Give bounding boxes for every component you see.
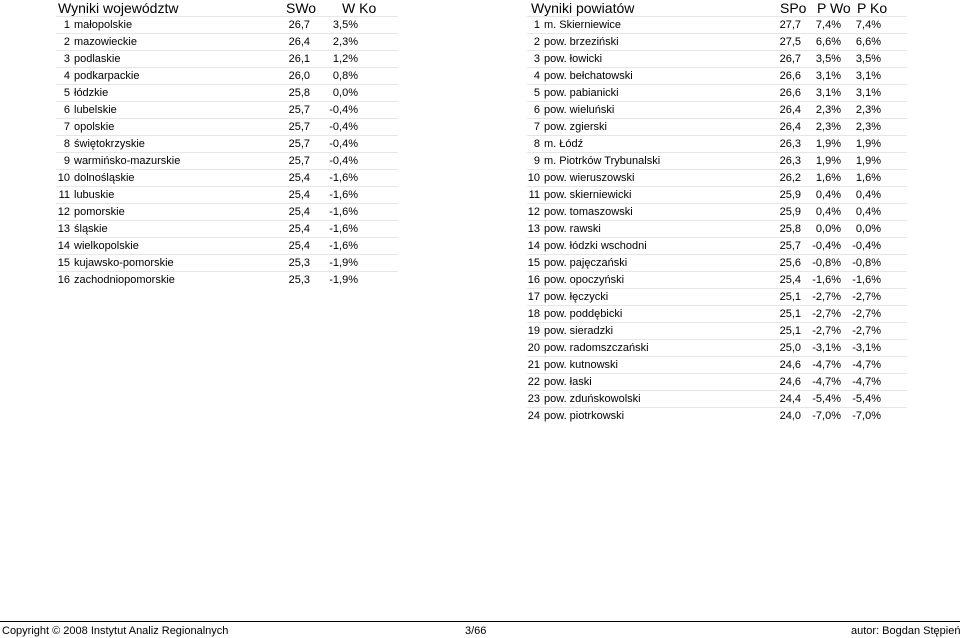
row-pwo-value: -3,1% — [812, 342, 841, 354]
row-pko-value: 0,4% — [855, 206, 881, 218]
row-rank: 10 — [57, 172, 70, 184]
row-name: pow. sieradzki — [544, 325, 614, 337]
row-rank: 8 — [533, 138, 540, 150]
county-table-header — [527, 0, 907, 16]
row-wko-value: 0,0% — [332, 87, 358, 99]
row-pko-value: -7,0% — [852, 410, 881, 422]
table-row — [56, 101, 398, 118]
row-spo-value: 26,4 — [779, 104, 801, 116]
row-spo-value: 25,1 — [779, 325, 801, 337]
row-rank: 4 — [63, 70, 70, 82]
row-pwo-value: 6,6% — [815, 36, 841, 48]
row-spo-value: 24,6 — [779, 359, 801, 371]
row-pwo-value: 3,1% — [815, 87, 841, 99]
row-name: lubelskie — [74, 104, 117, 116]
row-name: łódzkie — [74, 87, 109, 99]
table-row — [527, 373, 907, 390]
row-rank: 23 — [527, 393, 540, 405]
row-rank: 4 — [533, 70, 540, 82]
row-rank: 1 — [63, 19, 70, 31]
row-rank: 15 — [527, 257, 540, 269]
table-row — [56, 118, 398, 135]
table-row — [56, 33, 398, 50]
row-rank: 22 — [527, 376, 540, 388]
row-name: pow. łódzki wschodni — [544, 240, 647, 252]
row-name: pow. zduńskowolski — [544, 393, 641, 405]
row-wko-value: -1,6% — [329, 189, 358, 201]
row-pwo-value: -5,4% — [812, 393, 841, 405]
column-header-swo: SWo — [286, 0, 317, 16]
row-rank: 3 — [533, 53, 540, 65]
row-pko-value: -3,1% — [852, 342, 881, 354]
row-rank: 8 — [63, 138, 70, 150]
row-pwo-value: -0,8% — [812, 257, 841, 269]
row-spo-value: 26,4 — [779, 121, 801, 133]
table-row — [56, 254, 398, 271]
row-name: pow. bełchatowski — [544, 70, 633, 82]
voivodeship-results-table — [56, 0, 398, 288]
table-row — [527, 84, 907, 101]
row-spo-value: 25,1 — [779, 308, 801, 320]
row-wko-value: -1,6% — [329, 223, 358, 235]
row-spo-value: 24,4 — [779, 393, 801, 405]
table-row — [527, 220, 907, 237]
row-swo-value: 25,7 — [288, 104, 310, 116]
row-pwo-value: -2,7% — [812, 291, 841, 303]
row-spo-value: 24,0 — [779, 410, 801, 422]
row-rank: 16 — [57, 274, 70, 286]
county-results-table — [527, 0, 907, 424]
row-rank: 1 — [533, 19, 540, 31]
row-name: mazowieckie — [74, 36, 137, 48]
row-swo-value: 26,0 — [288, 70, 310, 82]
row-rank: 14 — [57, 240, 70, 252]
row-spo-value: 27,7 — [779, 19, 801, 31]
row-name: lubuskie — [74, 189, 115, 201]
row-wko-value: 0,8% — [332, 70, 358, 82]
row-name: pow. łęczycki — [544, 291, 609, 303]
table-row — [527, 67, 907, 84]
row-pko-value: -2,7% — [852, 291, 881, 303]
footer-copyright: Copyright © 2008 Instytut Analiz Regionalnych — [2, 625, 229, 637]
row-name: pow. rawski — [544, 223, 601, 235]
row-pko-value: -2,7% — [852, 308, 881, 320]
row-rank: 5 — [533, 87, 540, 99]
row-name: pow. zgierski — [544, 121, 607, 133]
row-pwo-value: 3,5% — [815, 53, 841, 65]
row-rank: 19 — [527, 325, 540, 337]
row-wko-value: -1,6% — [329, 206, 358, 218]
voivodeship-rows — [56, 16, 398, 288]
row-pwo-value: 7,4% — [815, 19, 841, 31]
row-pko-value: 0,0% — [855, 223, 881, 235]
row-wko-value: -1,9% — [329, 257, 358, 269]
row-rank: 2 — [533, 36, 540, 48]
column-header-spo: SPo — [780, 0, 807, 16]
row-pwo-value: -4,7% — [812, 359, 841, 371]
row-rank: 13 — [527, 223, 540, 235]
row-pwo-value: 1,9% — [815, 138, 841, 150]
row-swo-value: 25,4 — [288, 189, 310, 201]
row-rank: 9 — [63, 155, 70, 167]
row-spo-value: 26,6 — [779, 70, 801, 82]
row-pwo-value: 0,0% — [815, 223, 841, 235]
row-pko-value: 3,5% — [855, 53, 881, 65]
row-rank: 6 — [63, 104, 70, 116]
table-row — [527, 339, 907, 356]
row-rank: 10 — [527, 172, 540, 184]
table-row — [527, 118, 907, 135]
row-rank: 15 — [57, 257, 70, 269]
row-wko-value: -0,4% — [329, 104, 358, 116]
row-name: świętokrzyskie — [74, 138, 145, 150]
row-wko-value: 3,5% — [332, 19, 358, 31]
row-pwo-value: -2,7% — [812, 325, 841, 337]
row-swo-value: 25,7 — [288, 155, 310, 167]
row-wko-value: -1,9% — [329, 274, 358, 286]
row-pko-value: 0,4% — [855, 189, 881, 201]
table-row — [56, 186, 398, 203]
row-spo-value: 25,7 — [779, 240, 801, 252]
row-swo-value: 25,7 — [288, 138, 310, 150]
row-pko-value: -2,7% — [852, 325, 881, 337]
row-swo-value: 25,4 — [288, 223, 310, 235]
row-name: opolskie — [74, 121, 115, 133]
row-pko-value: -0,4% — [852, 240, 881, 252]
table-row — [56, 84, 398, 101]
row-rank: 5 — [63, 87, 70, 99]
row-name: małopolskie — [74, 19, 133, 31]
row-pko-value: 1,9% — [855, 138, 881, 150]
row-wko-value: -0,4% — [329, 138, 358, 150]
row-name: wielkopolskie — [74, 240, 139, 252]
row-rank: 7 — [533, 121, 540, 133]
row-rank: 14 — [527, 240, 540, 252]
row-name: warmińsko-mazurskie — [74, 155, 181, 167]
row-pwo-value: 0,4% — [815, 206, 841, 218]
row-name: pow. brzeziński — [544, 36, 619, 48]
footer-author: autor: Bogdan Stępień — [851, 625, 960, 637]
row-pko-value: 3,1% — [855, 87, 881, 99]
row-name: dolnośląskie — [74, 172, 135, 184]
row-pko-value: -4,7% — [852, 376, 881, 388]
row-pwo-value: -2,7% — [812, 308, 841, 320]
table-row — [527, 16, 907, 33]
county-rows — [527, 16, 907, 424]
row-spo-value: 25,9 — [779, 189, 801, 201]
row-name: śląskie — [74, 223, 108, 235]
table-row — [527, 288, 907, 305]
row-spo-value: 24,6 — [779, 376, 801, 388]
row-rank: 9 — [533, 155, 540, 167]
row-wko-value: -1,6% — [329, 240, 358, 252]
row-pko-value: 3,1% — [855, 70, 881, 82]
table-row — [56, 135, 398, 152]
row-spo-value: 25,6 — [779, 257, 801, 269]
row-pwo-value: -1,6% — [812, 274, 841, 286]
table-row — [527, 33, 907, 50]
row-name: pow. kutnowski — [544, 359, 618, 371]
table-row — [527, 135, 907, 152]
row-name: pow. poddębicki — [544, 308, 623, 320]
row-name: pow. pajęczański — [544, 257, 628, 269]
row-pko-value: -5,4% — [852, 393, 881, 405]
row-pwo-value: 1,9% — [815, 155, 841, 167]
row-rank: 7 — [63, 121, 70, 133]
row-swo-value: 25,4 — [288, 206, 310, 218]
row-wko-value: 1,2% — [332, 53, 358, 65]
row-spo-value: 26,2 — [779, 172, 801, 184]
table-row — [56, 152, 398, 169]
row-rank: 11 — [58, 189, 70, 201]
row-name: pow. radomszczański — [544, 342, 649, 354]
row-spo-value: 26,7 — [779, 53, 801, 65]
row-pwo-value: 1,6% — [815, 172, 841, 184]
table-row — [527, 152, 907, 169]
table-row — [527, 305, 907, 322]
row-name: pow. piotrkowski — [544, 410, 625, 422]
row-spo-value: 26,3 — [779, 138, 801, 150]
table-row — [527, 254, 907, 271]
row-rank: 20 — [527, 342, 540, 354]
table-row — [527, 356, 907, 373]
row-name: pow. tomaszowski — [544, 206, 633, 218]
row-name: m. Skierniewice — [544, 19, 622, 31]
row-pko-value: -4,7% — [852, 359, 881, 371]
row-name: pow. pabianicki — [544, 87, 619, 99]
table-row — [527, 407, 907, 424]
row-rank: 11 — [528, 189, 540, 201]
row-pwo-value: 3,1% — [815, 70, 841, 82]
row-rank: 18 — [527, 308, 540, 320]
column-header-wko: W Ko — [342, 0, 377, 16]
row-swo-value: 25,3 — [288, 274, 310, 286]
row-spo-value: 26,3 — [779, 155, 801, 167]
row-pko-value: 2,3% — [855, 104, 881, 116]
row-pko-value: 7,4% — [855, 19, 881, 31]
row-name: pomorskie — [74, 206, 125, 218]
row-swo-value: 25,3 — [288, 257, 310, 269]
row-pwo-value: 2,3% — [815, 104, 841, 116]
row-pwo-value: -4,7% — [812, 376, 841, 388]
row-pko-value: 1,9% — [855, 155, 881, 167]
row-name: podkarpackie — [74, 70, 140, 82]
table-row — [56, 16, 398, 33]
row-swo-value: 25,4 — [288, 240, 310, 252]
county-table-title: Wyniki powiatów — [531, 0, 635, 16]
row-spo-value: 25,4 — [779, 274, 801, 286]
row-rank: 12 — [57, 206, 70, 218]
row-pko-value: 1,6% — [855, 172, 881, 184]
table-row — [527, 169, 907, 186]
table-row — [527, 237, 907, 254]
table-row — [527, 203, 907, 220]
row-pko-value: -0,8% — [852, 257, 881, 269]
table-row — [527, 271, 907, 288]
row-swo-value: 26,4 — [288, 36, 310, 48]
column-header-pwo: P Wo — [817, 0, 851, 16]
row-rank: 16 — [527, 274, 540, 286]
row-rank: 12 — [527, 206, 540, 218]
row-wko-value: -1,6% — [329, 172, 358, 184]
row-spo-value: 27,5 — [779, 36, 801, 48]
voivodeship-table-title: Wyniki województw — [58, 0, 179, 16]
row-name: kujawsko-pomorskie — [74, 257, 174, 269]
row-name: podlaskie — [74, 53, 121, 65]
column-header-pko: P Ko — [857, 0, 888, 16]
row-swo-value: 25,8 — [288, 87, 310, 99]
table-row — [56, 220, 398, 237]
row-swo-value: 26,1 — [288, 53, 310, 65]
row-name: pow. wieluński — [544, 104, 615, 116]
row-swo-value: 25,4 — [288, 172, 310, 184]
table-row — [56, 203, 398, 220]
row-rank: 3 — [63, 53, 70, 65]
row-pwo-value: -7,0% — [812, 410, 841, 422]
row-rank: 21 — [527, 359, 540, 371]
row-wko-value: -0,4% — [329, 155, 358, 167]
row-rank: 24 — [527, 410, 540, 422]
row-name: pow. skierniewicki — [544, 189, 632, 201]
row-name: pow. łowicki — [544, 53, 603, 65]
row-pko-value: 2,3% — [855, 121, 881, 133]
table-row — [56, 271, 398, 288]
row-rank: 17 — [527, 291, 540, 303]
row-pwo-value: 2,3% — [815, 121, 841, 133]
table-row — [527, 322, 907, 339]
table-row — [56, 237, 398, 254]
page-footer — [0, 621, 960, 638]
row-swo-value: 25,7 — [288, 121, 310, 133]
row-swo-value: 26,7 — [288, 19, 310, 31]
row-name: pow. łaski — [544, 376, 592, 388]
row-pko-value: -1,6% — [852, 274, 881, 286]
row-pwo-value: -0,4% — [812, 240, 841, 252]
row-name: m. Piotrków Trybunalski — [544, 155, 661, 167]
table-row — [527, 50, 907, 67]
row-pwo-value: 0,4% — [815, 189, 841, 201]
voivodeship-table-header — [56, 0, 398, 16]
table-row — [56, 169, 398, 186]
row-wko-value: -0,4% — [329, 121, 358, 133]
row-spo-value: 25,1 — [779, 291, 801, 303]
row-spo-value: 26,6 — [779, 87, 801, 99]
row-name: m. Łódź — [544, 138, 584, 150]
row-rank: 2 — [63, 36, 70, 48]
row-pko-value: 6,6% — [855, 36, 881, 48]
row-name: pow. opoczyński — [544, 274, 625, 286]
row-name: zachodniopomorskie — [74, 274, 175, 286]
row-spo-value: 25,8 — [779, 223, 801, 235]
table-row — [527, 390, 907, 407]
row-wko-value: 2,3% — [332, 36, 358, 48]
table-row — [56, 67, 398, 84]
row-name: pow. wieruszowski — [544, 172, 635, 184]
table-row — [527, 186, 907, 203]
row-rank: 13 — [57, 223, 70, 235]
row-rank: 6 — [533, 104, 540, 116]
footer-page-number: 3/66 — [465, 625, 487, 637]
table-row — [56, 50, 398, 67]
table-row — [527, 101, 907, 118]
row-spo-value: 25,0 — [779, 342, 801, 354]
row-spo-value: 25,9 — [779, 206, 801, 218]
